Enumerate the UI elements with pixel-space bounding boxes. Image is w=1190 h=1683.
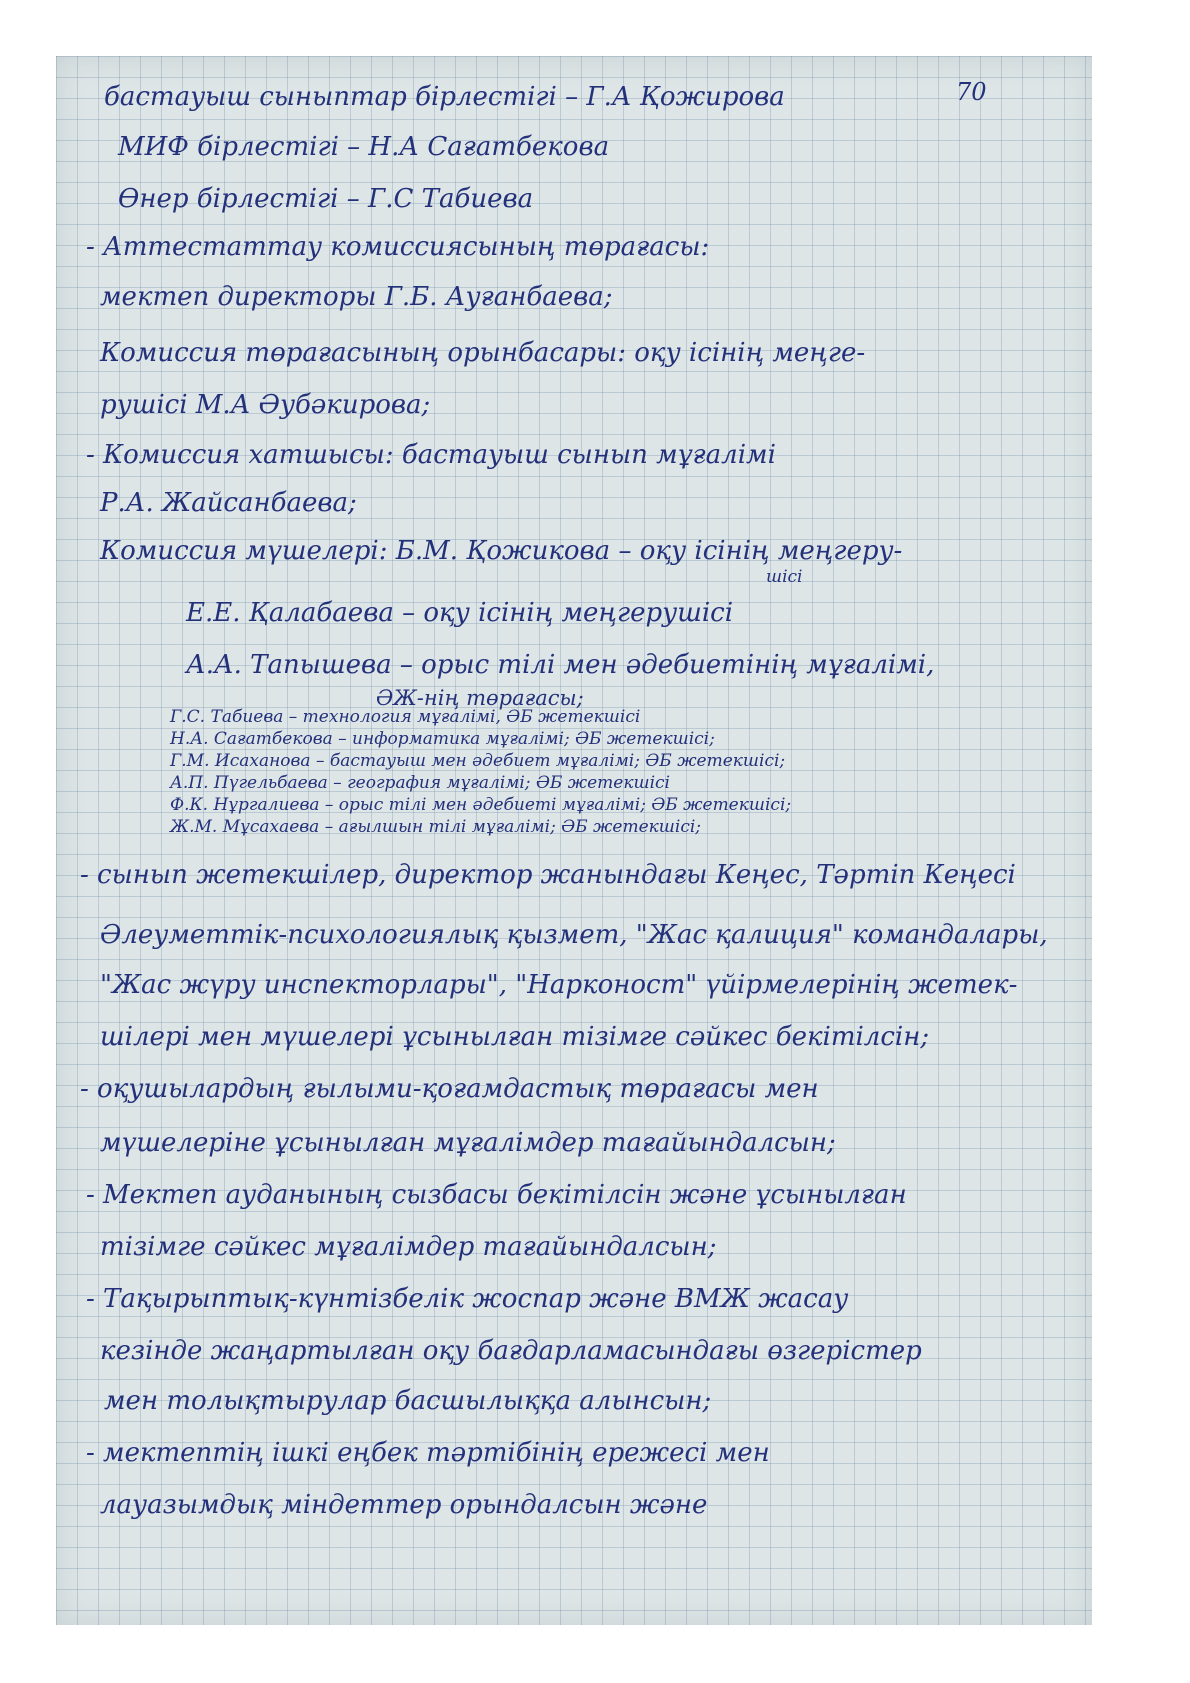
text-line: - сынып жетекшілер, директор жанындағы Кеңес, Тәртіп Кеңесі [80, 860, 1016, 890]
text-line: шілері мен мүшелері ұсынылған тізімге сәйкес бекітілсін; [100, 1022, 930, 1052]
text-line: кезінде жаңартылған оқу бағдарламасындағы өзгерістер [100, 1336, 922, 1366]
text-line: мен толықтырулар басшылыққа алынсын; [104, 1386, 712, 1416]
notebook-page [56, 56, 1092, 1625]
text-line: Е.Е. Қалабаева – оқу ісінің меңгерушісі [186, 598, 734, 628]
text-line: МИФ бірлестігі – Н.А Сағатбекова [118, 132, 610, 162]
page-number: 70 [956, 78, 987, 106]
text-line: Н.А. Сағатбекова – информатика мұғалімі; ӘБ жетекшісі; [170, 729, 715, 749]
text-line: Ф.К. Нұргалиева – орыс тілі мен әдебиеті мұғалімі; ӘБ жетекшісі; [170, 795, 792, 815]
text-line: Комиссия төрағасының орынбасары: оқу ісінің меңге- [100, 338, 866, 368]
text-line: - оқушылардың ғылыми-қоғамдастық төрағасы мен [80, 1074, 819, 1104]
text-line: "Жас жүру инспекторлары", "Нарконост" үйірмелерінің жетек- [100, 970, 1018, 1000]
text-line: Ж.М. Мұсахаева – ағылшын тілі мұғалімі; ӘБ жетекшісі; [170, 817, 702, 837]
text-line: - мектептің ішкі еңбек тәртібінің ережесі мен [86, 1438, 770, 1468]
text-line: Г.М. Исаханова – бастауыш мен әдебиет мұғалімі; ӘБ жетекшісі; [170, 751, 786, 771]
text-line: мектеп директоры Г.Б. Ауғанбаева; [100, 282, 613, 312]
text-line: мүшелеріне ұсынылған мұғалімдер тағайындалсын; [100, 1128, 836, 1158]
text-line: Әлеуметтік-психологиялық қызмет, "Жас қалиция" командалары, [100, 920, 1048, 950]
text-line: - Тақырыптық-күнтізбелік жоспар және ВМЖ жасау [86, 1284, 849, 1314]
text-line: рушісі М.А Әубәкирова; [100, 390, 431, 420]
text-line: - Аттестаттау комиссиясының төрағасы: [86, 232, 710, 262]
text-line: А.П. Пүгельбаева – география мұғалімі; ӘБ жетекшісі [170, 773, 670, 793]
text-line: бастауыш сыныптар бірлестігі – Г.А Қожирова [104, 82, 785, 112]
text-line: А.А. Тапышева – орыс тілі мен әдебиетінің мұғалімі, [186, 650, 935, 680]
text-line: Өнер бірлестігі – Г.С Табиева [118, 184, 534, 214]
text-line: Р.А. Жайсанбаева; [100, 488, 357, 518]
text-line: лауазымдық міндеттер орындалсын және [100, 1490, 708, 1520]
text-line: Г.С. Табиева – технология мұғалімі, ӘБ жетекшісі [170, 707, 641, 727]
text-line: ӘЖ-нің төрағасы; [376, 686, 584, 710]
text-line: - Комиссия хатшысы: бастауыш сынып мұғалімі [86, 440, 776, 470]
text-line: Комиссия мүшелері: Б.М. Қожикова – оқу ісінің меңгеру- [100, 536, 903, 566]
text-line: - Мектеп ауданының сызбасы бекітілсін және ұсынылған [86, 1180, 907, 1210]
text-line: шісі [766, 567, 803, 587]
text-line: тізімге сәйкес мұғалімдер тағайындалсын; [100, 1232, 717, 1262]
